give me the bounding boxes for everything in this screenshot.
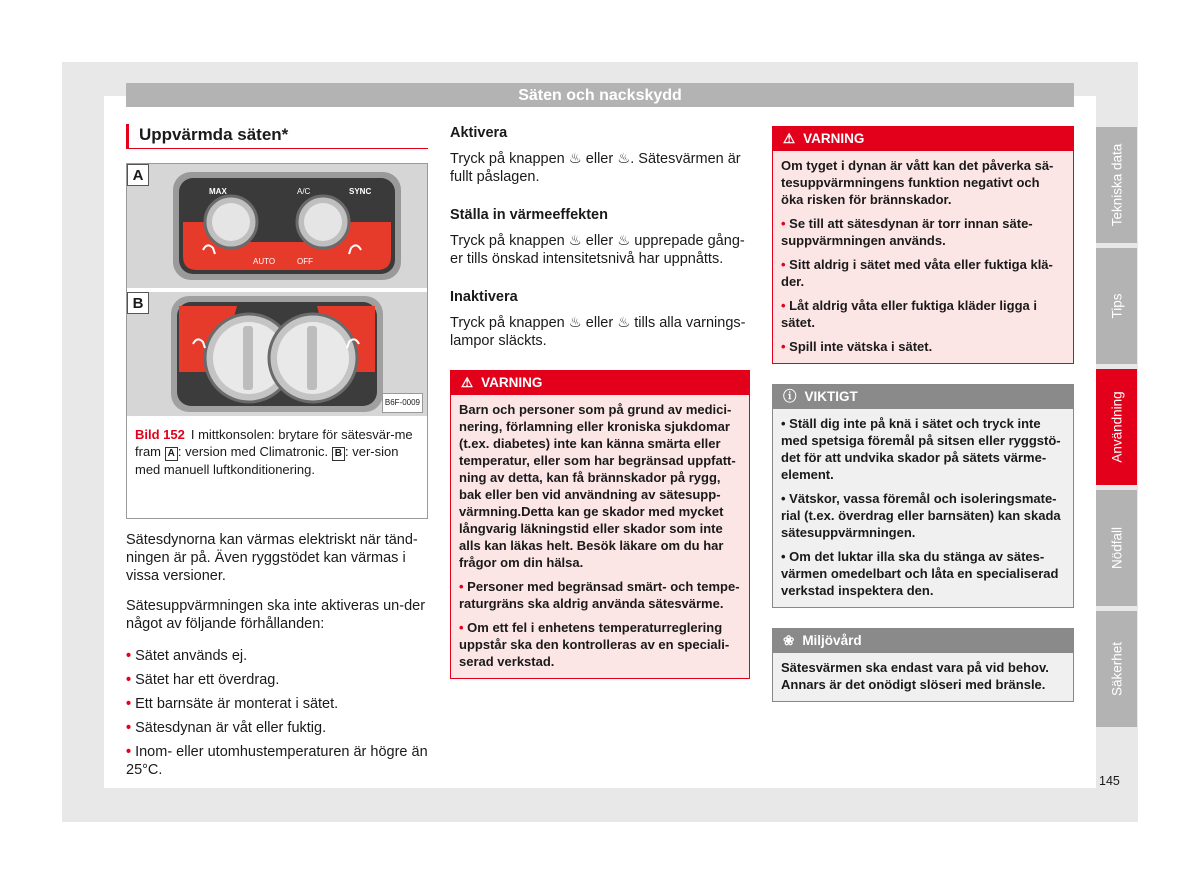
warning-item: • Spill inte vätska i sätet. [781, 338, 1065, 355]
climatronic-panel-illustration [127, 164, 427, 288]
warning-item: • Sitt aldrig i sätet med våta eller fuktiga klä-der. [781, 256, 1065, 290]
warning-title: VARNING [803, 131, 865, 146]
deactivate-text: Tryck på knappen ♨ eller ♨ tills alla varnings-lampor släckts. [450, 315, 746, 349]
backrest-heat-icon: ♨ [617, 233, 631, 249]
figure-label-b: B [127, 292, 149, 314]
environment-body [773, 653, 1073, 701]
warning-body [451, 395, 749, 678]
warning-box-health [450, 370, 750, 679]
adjust-text: Tryck på knappen ♨ eller ♨ upprepade gång-er tills önskad intensitetsnivå har uppnåtts. [450, 233, 745, 267]
warning-item: • Låt aldrig våta eller fuktiga kläder ligga i sätet. [781, 297, 1065, 331]
tab-tips[interactable]: Tips [1096, 248, 1137, 364]
seat-heat-icon: ♨ [568, 151, 582, 167]
important-box [772, 384, 1074, 608]
activate-heading: Aktivera [450, 125, 508, 141]
list-item: • Sätesdynan är våt eller fuktig. [126, 719, 428, 737]
adjust-heading: Ställa in värmeeffekten [450, 207, 608, 223]
list-item: • Ett barnsäte är monterat i sätet. [126, 695, 428, 713]
figure-code: B6F-0009 [382, 393, 423, 413]
backrest-heat-icon: ♨ [617, 151, 631, 167]
warning-intro: Barn och personer som på grund av medici-nering, förlamning eller kroniska sjukdomar (t.ex. diabetes) inte kan känna smärta eller temperatur, eller som har begränsad uppfatt-ning av detta, kan få brännskador på rygg, bak eller ben vid användning av sätesupp-värmning.Detta kan ge skador med mycket långvarig läkningstid eller skador som inte alls kan läkas helt. Besök läkare om du har frågor om din hälsa. [459, 402, 736, 570]
caption-text-3: : ver-sion med manuell luftkonditionering. [135, 444, 399, 477]
section-title: Uppvärmda säten* [126, 124, 428, 149]
right-column [772, 126, 1074, 702]
figure-panel-a [127, 164, 427, 288]
warning-header [773, 127, 1073, 151]
warning-item: • Se till att sätesdynan är torr innan säte-suppvärmningen används. [781, 215, 1065, 249]
important-header [773, 385, 1073, 409]
auto-label: AUTO [253, 257, 276, 266]
environment-text: Sätesvärmen ska endast vara på vid behov. Annars är det onödigt slöseri med bränsle. [781, 660, 1049, 692]
warning-title: VARNING [481, 375, 543, 390]
warning-item: • Om ett fel i enhetens temperaturreglering uppstår ska den kontrolleras av en speciali-serad verkstad. [459, 619, 741, 670]
activate-text: Tryck på knappen ♨ eller ♨. Sätesvärmen är fullt påslagen. [450, 151, 741, 185]
important-title: VIKTIGT [804, 389, 858, 404]
seat-heat-icon: ♨ [568, 233, 582, 249]
environment-title: Miljövård [802, 633, 862, 648]
sync-label: SYNC [349, 187, 372, 196]
figure-panel-b [127, 292, 427, 416]
deactivate-heading: Inaktivera [450, 289, 518, 305]
caption-text-2: : version med Climatronic. [177, 444, 329, 459]
conditions-list [126, 647, 428, 779]
warning-item: • Personer med begränsad smärt- och tempe-raturgräns ska aldrig använda sätesvärme. [459, 578, 741, 612]
intro-paragraph: Sätesdynorna kan värmas elektriskt när tänd-ningen är på. Även ryggstödet kan värmas i vissa versioner. [126, 532, 418, 584]
figure-image [127, 164, 427, 422]
warning-header [451, 371, 749, 395]
warning-triangle-icon: ⚠ [461, 375, 474, 390]
figure [126, 163, 428, 519]
figure-label-a: A [127, 164, 149, 186]
seat-heat-icon: ♨ [568, 315, 582, 331]
environment-box [772, 628, 1074, 702]
off-label: OFF [297, 257, 313, 266]
caption-box-a: A [165, 447, 178, 461]
ac-label: A/C [297, 187, 311, 196]
list-item: • Sätet används ej. [126, 647, 428, 665]
list-item: • Inom- eller utomhustemperaturen är högre än 25°C. [126, 743, 428, 779]
conditions-paragraph: Sätesuppvärmningen ska inte aktiveras un-der något av följande förhållanden: [126, 598, 426, 632]
info-circle-icon: ⓘ [783, 389, 797, 404]
flower-icon: ❀ [783, 633, 795, 648]
page-number: 145 [1099, 774, 1120, 788]
warning-triangle-icon: ⚠ [783, 131, 796, 146]
important-item: • Vätskor, vassa föremål och isoleringsmate-rial (t.ex. överdrag eller barnsäten) kan skada sätesuppvärmningen. [781, 490, 1065, 541]
tab-tekniska-data[interactable]: Tekniska data [1096, 127, 1137, 243]
tab-nodfall[interactable]: Nödfall [1096, 490, 1137, 606]
important-body [773, 409, 1073, 607]
environment-header [773, 629, 1073, 653]
left-column [126, 124, 428, 785]
warning-box-wet [772, 126, 1074, 364]
page-header: Säten och nackskydd [126, 83, 1074, 107]
figure-caption-label: Bild 152 [135, 427, 185, 442]
warning-intro: Om tyget i dynan är vått kan det påverka sä-tesuppvärmningens funktion negativt och öka risken för brännskador. [781, 158, 1054, 207]
caption-box-b: B [332, 447, 345, 461]
backrest-heat-icon: ♨ [617, 315, 631, 331]
important-item: • Om det luktar illa ska du stänga av sätes-värmen omedelbart och låta en specialiserad verkstad inspektera den. [781, 548, 1065, 599]
figure-caption [135, 426, 419, 478]
warning-body [773, 151, 1073, 363]
important-item: • Ställ dig inte på knä i sätet och tryck inte med spetsiga föremål på sitsen eller ryggstö-det för att undvika skador på sätets värme-element. [781, 415, 1065, 483]
middle-column [450, 124, 750, 679]
list-item: • Sätet har ett överdrag. [126, 671, 428, 689]
tab-anvandning[interactable]: Användning [1096, 369, 1137, 485]
tab-sakerhet[interactable]: Säkerhet [1096, 611, 1137, 727]
caption-text-1: I mittkonsolen: brytare för sätesvär-me fram [135, 427, 413, 459]
max-label: MAX [209, 187, 227, 196]
